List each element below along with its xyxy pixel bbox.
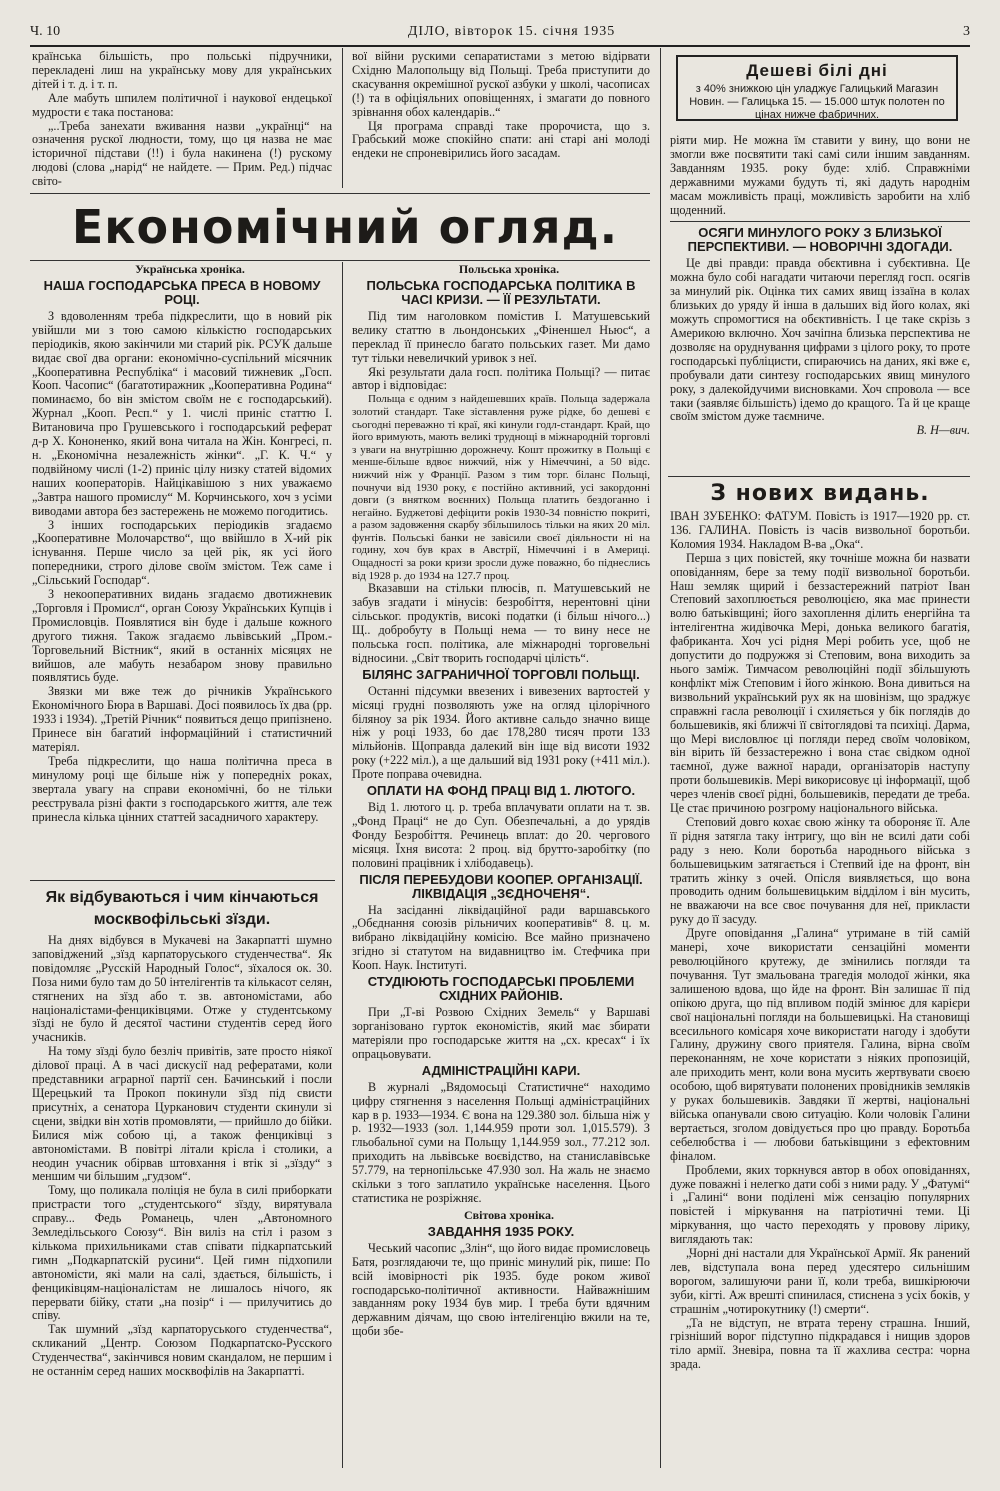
congress-article (32, 885, 332, 1379)
paragraph: Друге оповідання „Галина“ утримане в тій самій манері, хоче використати сензаційні моменти революційного крутежу, де змінились погляди та почування. Тут змальована трагедія молодої жінки, яка залишеною вдова, що йде на фронт. Він залишає її під опікою друга, що під впливом подій змінює для карієри свої національні погляди на большевицькі. На становищі всесильного комісаря хоче використати нагоду і здобути Галину, дружину свого приятеля. Галина, вірна своїм переконанням, не хоче користати з ніяких пропозицій, але приходить мент, коли вона мусить жертвувати своєю особою, щоб вирятувати полонених провідників земляків у руках большевиків. Завдяки її жертві, національні війська опанували свою ситуацію. Коли чоловік Галини вертається, зголом довідується про цю правду. Боротьба себелюбства і — любови батьківщини з ефектовним фіналом. (670, 926, 970, 1163)
paragraph: З інших господарських періодиків згадаємо „Кооперативне Молочарство“, що ввійшло в Х-ий рік існування. Перше число за цей рік, як усі його попередники, строго ділове своїм змістом. Теж саме і „Сільський Господар“. (32, 517, 332, 588)
article-heading: СТУДІЮЮТЬ ГОСПОДАРСЬКІ ПРОБЛЕМИ СХІДНИХ РАЙОНІВ. (367, 974, 635, 1004)
paragraph: На засіданні ліквідаційної ради варшавського „Обєднання союзів рільничих кооперативів“ 8. ц. м. вибрано ліквідаційну комісію. Все майно призначено згідно зі статутом на видавництво ім. Стефчика при Кооп. Наук. Інституті. (352, 902, 650, 973)
article-heading: З нових видань. (710, 481, 930, 506)
paragraph: Проблеми, яких торкнувся автор в обох оповіданнях, дуже поважні і нелегко дати собі з ними раду. У „Фатумі“ і „Галині“ вони поділені між сензацію популярних повістей і міркування на патріотичні теми. Ці міркування, що часто переходять у провову лірику, виглядають так: (670, 1162, 970, 1247)
article-heading: ПОЛЬСЬКА ГОСПОДАРСЬКА ПОЛІТИКА В ЧАСІ КРИЗИ. — ЇЇ РЕЗУЛЬТАТИ. (366, 277, 636, 307)
paragraph: При „Т-ві Розвою Східних Земель“ у Варшаві зорганізовано гурток економістів, який має збирати матеріяли про господарське життя на „сх. кресах“ і їх опрацьовувати. (352, 1005, 650, 1061)
paragraph: Це дві правди: правда обєктивна і субєктивна. Це можна було собі нагадати читаючи перегляд госп. осягів за минулий рік. Оцінка тих самих явищ іззаїна в колах близьких до уряду й іншa в дальших від його колах, які можуть спромогтися на обєктивність. І це таке скрізь з Америкою включно. Хоч зачіпна близька перспектива не дозволяє на оруднування цифрами з цілого року, то проте господарські публіцисти, спираючись на даних, які вже є, пробували дати синтезу господарських явищ минулого року, з далекойдучими висновками. Хоч спровола — все таки (заявляє більшість) ідемо до кращого. Та й це краще своїм змістом дуже таємниче. (670, 256, 970, 424)
paragraph: Під тим наголовком помістив І. Матушевський велику статтю в льондонських „Фіненшел Ньюс“, а переклад її принесло багато польських газет. Ми дамо тут тільки невеличкий уривок з неї. (352, 308, 650, 365)
article-heading: БІЛЯНС ЗАГРАНИЧНОЇ ТОРГОВЛІ ПОЛЬЩІ. (362, 666, 640, 682)
paragraph: Від 1. лютого ц. р. треба вплачувати оплати на т. зв. „Фонд Праці“ не до Суп. Обезпечальні, а до урядів Фонду Безробіття. Речинець вплат: до 20. чергового місяця. Їхня висота: 2 проц. від брутто-заробітку (по половині працівник і хлібодавець). (352, 800, 650, 870)
paragraph: Останні підсумки ввезених і вивезених вартостей у місяці грудні позволяють уже на огляд цілорічного біляноу за рік 1934. Його активне сальдо значно вище ніж у році 1933, бо дає 178,280 тисяч проти 133 мільйонів. Щоправда далекий він іще від висоти 1932 року (+222 міл.), а ще дальший від 1931 року (+411 міл.). Проте поправа очевидна. (352, 683, 650, 782)
polish-chronicle (352, 263, 650, 1339)
divider (30, 193, 650, 194)
article-heading: ПІСЛЯ ПЕРЕБУДОВИ КООПЕР. ОРГАНІЗАЦІЇ. ЛІКВІДАЦІЯ „ЗЄДНОЧЕНЯ“. (359, 871, 643, 901)
paragraph: На тому зїзді було безліч привітів, зате просто ніякої ділової праці. А в часі дискусії над рефератами, коли представники аграрної партії сен. Бачинський і посли Щерецький та Прокоп покинули зїзд під свисти присутніх, а сенатора Цурканович студенти скинули зі сцени, звідки він хотів промовляти, — прийшло до бійки. Билися між собою ці, а також фенциківці з автономістами. В повітрі літали крісла і столики, а неодин учасник обірвав штовхання і втік зі „зїзду“ з меншим чи більшим „гудзом“. (32, 1044, 332, 1184)
divider (668, 476, 970, 477)
page-number: 3 (963, 24, 970, 39)
column-rule (660, 48, 661, 1468)
paragraph: Перша з цих повістей, яку точніше можна би назвати оповіданням, бере за тему події визвольної боротьби. Наш земляк щирий і беззастережний патріот Іван Степовий захоплюється революцією, яка має принести волю батьківщині; його захоплення ділить енергійна та інтелігентна жидівочка Мері, донька великого багатія, фабриканта. Хоч усі рідня Мері робить усе, щоб не допустити до подружжя зі Степовим, вона виходить за нього заміж. Тимчасом революційні події збільшують конфлікт між Степовим і його жінкою. Вона дивиться на визвольний український рух як на шовінізм, що зраджує справжні гасла революції і схиляється у бік поглядів до большевиків, які ближчі її світоглядові та психіці. Дарма, що Мері висловлює ці погляди перед своїм чоловіком, він вірить їй беззастережно і вона стає свідком одної таємної, дуже важної наради, організаторів наступу проти большевиків. Мері викорисовує ці інформації, щоб через членів своєї рідні, большевиків, передати де треба. Це стає причиною розгрому національного війська. (670, 550, 970, 816)
column-rule (342, 262, 343, 1468)
paragraph: Чеський часопис „Злін“, що його видає промисловець Батя, розглядаючи те, що приніс минулий рік, пише: По всій імовірності рік 1935. буде роком живої господарсько-політичної активности. Найважнішим завданням року 1934 був мир. І треба бути вдячним державним діячам, що свою інтелігенцію вжили на те, щоби збе- (352, 1240, 650, 1339)
paragraph: Так шумний „зїзд карпаторуського студенчества“, скликаний „Центр. Союзом Подкарпатско-Русского Студенчества“, закінчився новим скандалом, не першим і не останнім серед наших москвофілів на Закарпатті. (32, 1322, 332, 1379)
top-left-column (32, 50, 332, 189)
paragraph: Звязки ми вже теж до річників Українського Економічного Бюра в Варшаві. Досі появилось їх два (рр. 1933 і 1934). „Третій Річник“ появиться дещо припізнено. Принесе він багатий інформаційний і статистичний матеріял. (32, 684, 332, 754)
ukrainian-chronicle (32, 263, 332, 824)
paragraph: Тому, що поликала поліція не була в силі приборкати пристрасти того „студентського“ зїзду, вирятувала справу... Федь Романець, член „Автономного Земледільського Союзу“. Він виліз на стіл і разом з кількома прихильниками став співати підкарпатський гимн „Подкарпатскій русини“. Цей гимн підхопили автономісти, які мали на салі, здається, більшість, і фенциківцям-націоналістам не лишалось нічого, як перервати бійку, стати „на позір“ і — прилучитись до співу. (32, 1183, 332, 1323)
paragraph: вої війни рускими сепаратистами з метою відірвати Східню Малопольщу від Польщі. Треба приступити до скасування окремішної рускої азбуки у школі, часописах (!) та в офіціяльних оповіщеннях, і змагати до повного зрівнання обох календарів..“ (352, 49, 650, 119)
column-rule (342, 48, 343, 188)
paragraph: Але мабуть шпилем політичної і наукової ендецької мудрости є така постанова: (32, 90, 332, 119)
section-label: Українська хроніка. (135, 262, 245, 276)
page-header (30, 22, 970, 47)
store-advertisement (676, 55, 958, 121)
paragraph: З некооперативних видань згадаємо двотижневик „Торговля і Промисл“, орган Союзу Українських Купців і Промисловців. Появлятися він буде і дальше кожного другого тижня. Також згадаємо львівський „Пром.-Торговельний Вістник“, який в останніх місяцях не вийшов, але мабуть незабаром знову правильно появлятись буде. (32, 587, 332, 685)
paragraph: ІВАН ЗУБЕНКО: ФАТУМ. Повість із 1917—1920 рр. ст. 136. ГАЛИНА. Повість із часів визвольної боротьби. Коломия 1934. Накладом В-ва „Ока“. (670, 509, 970, 551)
paragraph: Ця програма справді таке пророчиста, що з. Грабський може спокійно спати: ані старі ані молоді ендеки не спроневірились його засадам. (352, 118, 650, 161)
article-heading: Як відбуваються і чим кінчаються москвофільські зїзди. (45, 889, 319, 928)
divider (30, 260, 650, 261)
article-heading: ОСЯГИ МИНУЛОГО РОКУ З БЛИЗЬКОЇ ПЕРСПЕКТИВИ. — НОВОРІЧНІ ЗДОГАДИ. (687, 225, 953, 255)
paragraph: Степовий довго кохає свою жінку та обороняє її. Але її рідня затягла таку інтригу, що він не всилі дати собі раду з нею. Коли боротьба народнього війська з большевицьким затягається і Степвий іде на фронт, він тратить жінку з очей. Опісля виявляється, що вона проводить одним большевицьким відділом і він мусить, не вважаючи на все своє почування для неї, прикласти руку до її засуду. (670, 814, 970, 927)
top-middle-column (352, 50, 650, 161)
review-column (670, 134, 970, 438)
paragraph: Вказавши на стільки плюсів, п. Матушевський не забув згадати і мінусів: безробіття, нерентовні ціни сільськог. продуктів, високі податки (і більш нічого...) Щ.. добробуту в Польщі нема — то вину несе не польська госп. політика, але міжнародні торговельні відносини. „Світ творить господарчі цілість“. (352, 581, 650, 665)
masthead-date: ДІЛО, вівторок 15. січня 1935 (407, 24, 616, 39)
paragraph: ріяти мир. Не можна їм ставити у вину, що вони не змогли вже посвятити такі самі сили іншим завданням. Завданням 1935. року буде: хліб. Справжніми державними мужами будуть ті, які дадуть народнім масам можливість праці, можливість заробити на хліб щоденний. (670, 133, 970, 217)
article-heading: ЗАВДАННЯ 1935 РОКУ. (427, 1223, 575, 1239)
paragraph: З вдоволенням треба підкреслити, що в новий рік увійшли ми з тою самою кількістю господарських періодиків, якою закінчили ми старий рік. РСУК дальше видає свої два органи: економічно-суспільний місячник „Кооперативна Республіка“ і масовий тижневик „Госп. Кооп. Часопис“ (багатотиражник „Кооперативна Родина“ поминаємо, бо він змістом своїм не є господарський). Журнал „Кооп. Респ.“ у 1. числі приніс статтю І. Витановича про Грушевського і господарський реферат д-р Х. Кононенко, який вона читала на Жін. Конгресі, п. н. „Економічна незалежність жінки“. „Г. К. Ч.“ у подвійному числі (1-2) приніс цілу низку статей відомих наших кооператорів. Найцікавішою з них уважаємо „Завтра нашого промислу“ М. Корчинського, хоч з усіми виводами автора без застережень не можемо погодитись. (32, 308, 332, 518)
divider (30, 880, 335, 881)
section-title: Економічний огляд. (71, 200, 619, 254)
issue-number: Ч. 10 (30, 24, 61, 39)
paragraph: Які результати дала госп. політика Польщі? — питає автор і відповідає: (352, 364, 650, 393)
paragraph: країнська більшість, про польські підручники, перекладені лиш на українську мову для українських дітей і т. д. і т. п. (32, 49, 332, 91)
ad-title: Дешеві білі дні (746, 61, 888, 80)
article-heading: НАША ГОСПОДАРСЬКА ПРЕСА В НОВОМУ РОЦІ. (43, 277, 321, 307)
paragraph: Треба підкреслити, що наша політична преса в минулому році ще більше ніж у попередніх роках, звертала увагу на справи економічні, бо не тільки реєструвала різні факти з господарського життя, але теж принесла кілька цінних статтей засадничого характеру. (32, 753, 332, 824)
paragraph: „Та не відступ, не втрата терену страшна. Інший, грізніший ворог підступно підкрадався і нищив здоров тіло армії. Зневіра, повна та її жахлива сестра: чорна зрада. (670, 1315, 970, 1372)
paragraph: На днях відбувся в Мукачеві на Закарпатті шумно заповіджений „зїзд карпаторуського студенчества“. Як повідомляє „Русскій Народный Голос“, зїхалося ок. 30. Поза ними було там до 50 інтелігентів та кількасот селян, стягнених на зїзд або т. зв. автономістами, або націоналістами-фенциківцями. Отже у студентському зїзді не було й десятої частини студентів серед його учасників. (32, 933, 332, 1045)
paragraph: В журналі „Вядомосьці Статистичне“ находимо цифру стягнення з населення Польщі адміністраційних кар в р. 1933—1934. Є вона на 129.380 зол. більша ніж у р. 1932—1933 (зол. 1,144.959 проти зол. 1,015.579). З гльобальної суми на Польщу 1,144.959 зол., 77.212 зол. приходить на львівське воєвідство, на станиславівське 57.779, на тернопільське 47.930 зол. На жаль не знаємо скільки з того заплатило українське населення. Цього статистика не розріжняє. (352, 1079, 650, 1205)
quoted-passage: Польща є одним з найдешевших країв. Польща задержала золотий стандарт. Таке зіставлення руже рідке, бо дешеві є сьогодні переважно ті краї, які кинули годл-стандарт. Край, що його вримують, мають великі труднощі в міжнародній торговлі з уваги на внутрішню дорожнечу. Кошт прожитку в Польщі є менше-більше вдвоє нижчий, ніж у Німеччині, а 50 відс. нижчий ніж у Франції. Разом з тим торг. біланс Польщі, почнучи від 1930 року, є постійно активний, усі закордонні довги (з внятком воєнних) Польща платить бездоганно і негайно. Буджетові дефіцити років 1930-34 повністю покриті, а разом задовження скарбу збільшилось тільки на яких 20 міл. фунтів. Польські банки не завісили своєї діяльности ні на годину, хоч був крах в Австрії, Німеччині і в Америці. Ощадності за роки кризи зросли дуже поважно, бо піднеслись від 1928 р. до 1934 на 127.7 проц. (352, 393, 650, 582)
article-heading: ОПЛАТИ НА ФОНД ПРАЦІ ВІД 1. ЛЮТОГО. (366, 783, 636, 799)
new-publications (670, 478, 970, 1372)
signature: В. Н—вич. (916, 423, 970, 438)
paragraph: „Чорні дні настали для Української Армії. Як ранений лев, відступала вона перед удесятеро сильнішим ворогом, залишуючи рани її, коли треба, вишкірюючи зуби, кігті. Аж врешті спинилася, стиснена з усіх боків, у страшнім „чотирокутнику (!) смерти“. (670, 1246, 970, 1316)
section-label: Світова хроніка. (463, 1207, 555, 1222)
ad-body: з 40% знижкою цін уладжує Галицький Магазин Новин. — Галицька 15. — 15.000 штук полотен по цінах нижче фабричних. (689, 83, 945, 121)
divider (670, 221, 970, 222)
paragraph: „..Треба занехати вживання назви „українці“ на означення рускої людности, тому, що ця назва не має історичної підстави (!!) і була накинена (!) рускому людові (слова „нарід“ не найдете. — Прим. Ред.) підчас світо- (32, 118, 332, 189)
section-label: Польська хроніка. (458, 262, 560, 276)
article-heading: АДМІНІСТРАЦІЙНІ КАРИ. (421, 1062, 581, 1078)
